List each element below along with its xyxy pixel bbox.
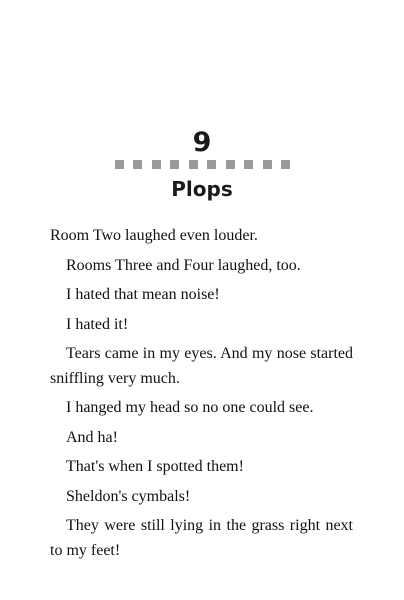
chapter-divider xyxy=(115,160,290,169)
chapter-number: 9 xyxy=(192,127,212,158)
chapter-body xyxy=(50,224,353,568)
divider-square xyxy=(152,160,161,169)
paragraph: And ha! xyxy=(66,428,118,446)
divider-square xyxy=(189,160,198,169)
paragraph: Room Two laughed even louder. xyxy=(50,227,258,244)
divider-square xyxy=(244,160,253,169)
divider-square xyxy=(281,160,290,169)
paragraph: They were still lying in the grass right next to my feet! xyxy=(50,517,353,559)
divider-square xyxy=(133,160,142,169)
chapter-title: Plops xyxy=(171,177,233,201)
paragraph: I hated that mean noise! xyxy=(66,286,220,303)
paragraph: Rooms Three and Four laughed, too. xyxy=(66,256,301,274)
paragraph: Sheldon's cymbals! xyxy=(66,487,191,505)
paragraph: I hated it! xyxy=(66,315,129,333)
divider-square xyxy=(170,160,179,169)
divider-square xyxy=(226,160,235,169)
divider-square xyxy=(263,160,272,169)
paragraph: I hanged my head so no one could see. xyxy=(66,399,314,416)
divider-square xyxy=(115,160,124,169)
paragraph: That's when I spotted them! xyxy=(66,458,244,475)
divider-square xyxy=(207,160,216,169)
paragraph: Tears came in my eyes. And my nose started sniffling very much. xyxy=(50,345,353,387)
